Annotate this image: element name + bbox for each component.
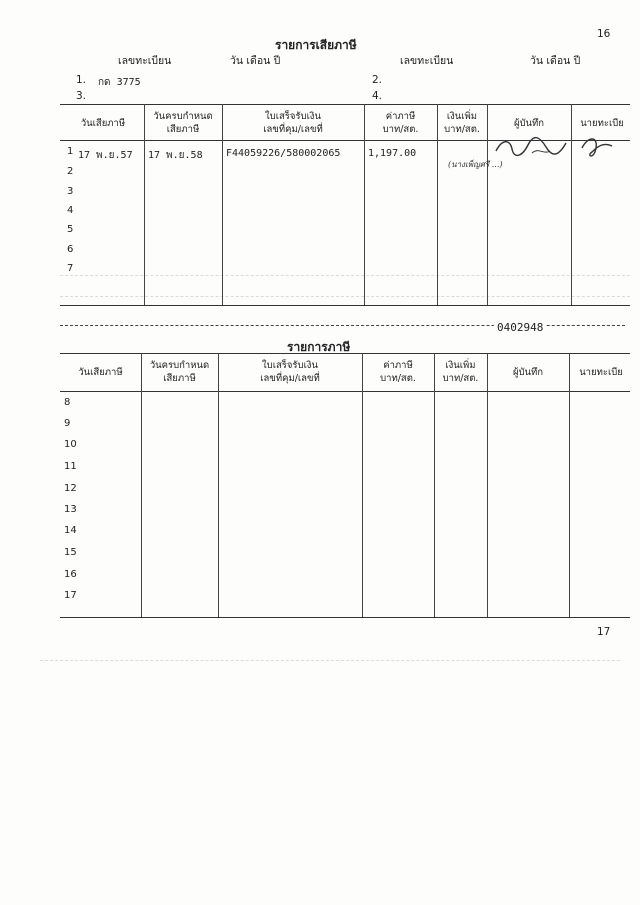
table2-header-recorder: ผู้บันทึก [512,367,544,378]
table2-header-paid-date: วันเสียภาษี [78,367,123,378]
table1-header-registrar: นายทะเบีย [580,118,624,129]
table2-col-divider [362,353,363,617]
table2-header-tax: ค่าภาษี บาท/สต. [380,360,416,384]
table2-col-divider [434,353,435,617]
page-number-bottom: 17 [597,626,611,638]
entry-receipt-number: F44059226/580002065 [226,148,341,159]
table2-row-number: 15 [64,547,77,558]
table1-row-number: 2 [67,166,74,177]
reg-no-label-1: เลขทะเบียน [118,55,172,67]
date-label-1: วัน เดือน ปี [230,55,281,67]
divider-number: 0402948 [494,321,546,334]
table1-header-tax: ค่าภาษี บาท/สต. [382,111,419,135]
scan-artifact [60,275,630,276]
table2-top-border [60,353,630,354]
table2-header-surcharge: เงินเพิ่ม บาท/สต. [442,360,479,384]
registrar-signature-icon [578,134,618,158]
table1-row-number: 1 [67,146,74,157]
table1-header-surcharge: เงินเพิ่ม บาท/สต. [444,111,480,135]
recorder-stamp: (นางเพ็ญศรี ...) [448,160,503,169]
table1-row-number: 5 [67,224,74,235]
table2-bottom-border [60,617,630,618]
section1-title: รายการเสียภาษี [275,38,357,52]
table2-row-number: 12 [64,483,77,494]
table2-row-number: 14 [64,525,77,536]
plate-label-4: 4. [372,90,383,102]
entry-tax-amount: 1,197.00 [368,148,417,159]
table1-row-number: 3 [67,186,74,197]
plate-value-1: กด 3775 [98,77,141,88]
section2-title: รายการภาษี [287,340,351,354]
table1-bottom-border [60,305,630,306]
table2-header-border [60,391,630,392]
table1-row-number: 4 [67,205,74,216]
date-label-2: วัน เดือน ปี [530,55,581,67]
table2-header-registrar: นายทะเบีย [579,367,623,378]
table1-header-recorder: ผู้บันทึก [513,118,545,129]
reg-no-label-2: เลขทะเบียน [400,55,454,67]
table2-header-receipt: ใบเสร็จรับเงิน เลขที่คุม/เลขที่ [260,360,320,384]
table1-top-border [60,104,630,105]
table2-row-number: 9 [64,418,71,429]
table2-row-number: 11 [64,461,77,472]
table2-row-number: 8 [64,397,71,408]
plate-label-3: 3. [76,90,87,102]
page-number-top: 16 [597,28,611,40]
plate-label-1: 1. [76,74,87,86]
table1-header-receipt: ใบเสร็จรับเงิน เลขที่คุม/เลขที่ [263,111,323,135]
entry-due-date: 17 พ.ย.58 [148,150,203,161]
table1-header-due-date: วันครบกำหนด เสียภาษี [153,111,213,135]
scan-artifact [60,296,630,297]
table2-header-due-date: วันครบกำหนด เสียภาษี [149,360,210,384]
table2-row-number: 10 [64,439,77,450]
plate-label-2: 2. [372,74,383,86]
table2-row-number: 17 [64,590,77,601]
table1-row-number: 7 [67,263,74,274]
table2-col-divider [141,353,142,617]
table1-header-paid-date: วันเสียภาษี [80,118,126,129]
table2-col-divider [218,353,219,617]
table2-col-divider [487,353,488,617]
table2-row-number: 16 [64,569,77,580]
table2-col-divider [569,353,570,617]
scan-artifact [40,660,620,661]
table2-row-number: 13 [64,504,77,515]
table1-row-number: 6 [67,244,74,255]
entry-paid-date: 17 พ.ย.57 [78,150,133,161]
